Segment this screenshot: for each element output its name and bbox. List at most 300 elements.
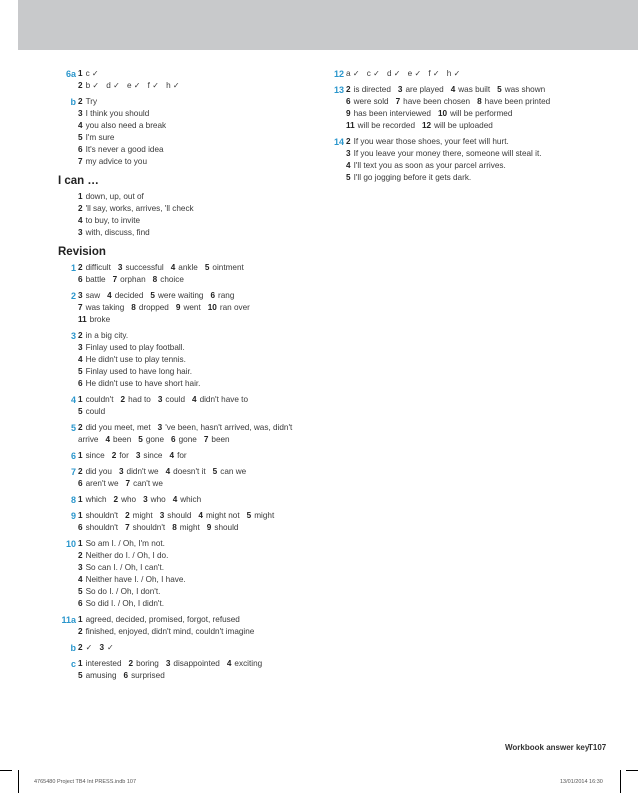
print-slug-date: 13/01/2014 16:30 [560, 779, 603, 785]
item-number: 3 [135, 451, 141, 460]
answer-text: my advice to you [85, 157, 147, 166]
answer-text: b ✓ [85, 81, 100, 90]
exercise-number: 11a [61, 615, 76, 625]
item-number: 7 [78, 303, 83, 312]
answer-text: He didn't use to have short hair. [85, 379, 201, 388]
answer-row [78, 354, 323, 366]
item-number: 4 [165, 467, 171, 476]
answer-text: didn't we [126, 467, 159, 476]
answer-text: c ✓ [366, 69, 380, 78]
answer-text: gone [178, 435, 197, 444]
answer-row [78, 522, 323, 534]
answer-row [346, 68, 626, 80]
answer-text: down, up, out of [85, 192, 144, 201]
answer-text: I'll go jogging before it gets dark. [353, 173, 472, 182]
answer-section [58, 494, 323, 506]
answer-row [78, 156, 323, 168]
item-number: 4 [172, 495, 178, 504]
answer-text: agreed, decided, promised, forgot, refused [85, 615, 240, 624]
answer-row [78, 538, 323, 550]
answer-section [58, 191, 323, 239]
answer-text: to buy, to invite [85, 216, 141, 225]
exercise-number: 9 [70, 511, 76, 521]
answer-text: It's never a good idea [85, 145, 164, 154]
answer-text: are played [405, 85, 444, 94]
answer-row [78, 378, 323, 390]
answer-text: f ✓ [147, 81, 160, 90]
answer-row [78, 478, 323, 490]
item-number: 7 [125, 523, 130, 532]
exercise-number: b [70, 643, 76, 653]
answer-section [58, 466, 323, 490]
footer-label: Workbook answer key [505, 743, 590, 752]
answer-text: will be uploaded [434, 121, 493, 130]
item-number: 2 [78, 551, 83, 560]
item-number: 7 [203, 435, 209, 444]
answer-text: is directed [353, 85, 391, 94]
item-number: 4 [198, 511, 203, 520]
item-number: 3 [117, 263, 123, 272]
answer-text: difficult [85, 263, 111, 272]
answer-text: successful [125, 263, 164, 272]
answer-text: f ✓ [428, 69, 440, 78]
answer-text: you also need a break [85, 121, 167, 130]
exercise-number: b [70, 97, 76, 107]
answer-text: had to [128, 395, 151, 404]
answer-text: since [85, 451, 105, 460]
answer-text: rang [218, 291, 235, 300]
answer-row [78, 290, 323, 302]
item-number: 6 [78, 275, 83, 284]
answer-row [346, 108, 626, 120]
item-number: 7 [125, 479, 131, 488]
item-number: 4 [105, 435, 111, 444]
item-number: 2 [125, 511, 130, 520]
answer-row [346, 136, 626, 148]
item-number: 5 [150, 291, 155, 300]
exercise-number: 8 [70, 495, 76, 505]
item-number: 8 [131, 303, 136, 312]
print-slug-file: 4765480 Project TB4 Int PRESS.indb 107 [34, 779, 137, 785]
answer-row [78, 406, 323, 418]
answer-text: shouldn't [85, 511, 119, 520]
item-number: 6 [78, 145, 83, 154]
answer-row [78, 108, 323, 120]
answer-row [346, 148, 626, 160]
item-number: 4 [107, 291, 112, 300]
answer-text: who [121, 495, 137, 504]
answer-row [78, 658, 323, 670]
exercise-number: 1 [70, 263, 76, 273]
item-number: 6 [171, 435, 176, 444]
item-number: 5 [246, 511, 252, 520]
item-number: 6 [78, 379, 83, 388]
answer-row [346, 96, 626, 108]
answer-text: a ✓ [346, 69, 360, 78]
item-number: 3 [78, 109, 83, 118]
answer-text: ✓ [107, 643, 114, 652]
item-number: 5 [346, 173, 351, 182]
item-number: 2 [78, 263, 83, 272]
answer-row [78, 191, 323, 203]
answer-text: was built [458, 85, 491, 94]
item-number: 1 [78, 192, 83, 201]
answer-text: doesn't it [173, 467, 206, 476]
exercise-number: 10 [65, 539, 76, 549]
item-number: 1 [78, 539, 83, 548]
item-number: 11 [346, 121, 355, 130]
item-number: 2 [78, 467, 83, 476]
answer-text: in a big city. [85, 331, 129, 340]
answer-text: were waiting [157, 291, 204, 300]
crop-mark [620, 770, 621, 793]
answer-text: couldn't [85, 395, 114, 404]
item-number: 5 [497, 85, 502, 94]
crop-mark [18, 770, 19, 793]
answer-text: shouldn't [132, 523, 166, 532]
item-number: 6 [78, 523, 83, 532]
answer-text: were sold [353, 97, 389, 106]
answer-text: So am I. / Oh, I'm not. [85, 539, 165, 548]
answer-row [78, 302, 323, 314]
answer-text: can we [220, 467, 247, 476]
item-number: 5 [78, 587, 83, 596]
answer-text: c ✓ [85, 69, 99, 78]
item-number: 3 [78, 563, 83, 572]
item-number: 5 [78, 367, 83, 376]
item-number: 1 [78, 615, 83, 624]
answer-row [78, 562, 323, 574]
answer-row [78, 120, 323, 132]
answer-text: was taking [85, 303, 125, 312]
answer-text: will be recorded [357, 121, 415, 130]
answer-text: ankle [178, 263, 198, 272]
answer-text: e ✓ [407, 69, 422, 78]
answer-text: amusing [85, 671, 117, 680]
answer-row [78, 342, 323, 354]
answer-text: shouldn't [85, 523, 119, 532]
item-number: 9 [346, 109, 351, 118]
crop-mark [0, 770, 12, 771]
answer-row [346, 172, 626, 184]
answer-section [58, 658, 323, 682]
answer-text: might not [205, 511, 240, 520]
answer-row [78, 132, 323, 144]
answer-text: battle [85, 275, 106, 284]
answer-row [78, 574, 323, 586]
section-heading: I can … [58, 175, 99, 187]
item-number: 4 [169, 451, 175, 460]
answer-section [58, 450, 323, 462]
section-heading: Revision [58, 246, 106, 258]
answer-text: Neither do I. / Oh, I do. [85, 551, 169, 560]
item-number: 9 [175, 303, 181, 312]
answer-text: d ✓ [106, 81, 120, 90]
answer-row [346, 84, 626, 96]
item-number: 3 [157, 395, 163, 404]
item-number: 4 [78, 216, 83, 225]
answer-row [78, 450, 323, 462]
item-number: 2 [78, 97, 83, 106]
exercise-number: 12 [333, 69, 344, 79]
answer-text: 've been, hasn't arrived, was, didn't [165, 423, 293, 432]
answer-text: for [177, 451, 187, 460]
item-number: 4 [78, 121, 83, 130]
item-number: 1 [78, 395, 83, 404]
answer-row [78, 626, 323, 638]
answer-text: might [132, 511, 153, 520]
item-number: 1 [78, 451, 83, 460]
answer-text: If you leave your money there, someone will steal it. [353, 149, 542, 158]
answer-row [78, 466, 323, 478]
item-number: 4 [170, 263, 176, 272]
item-number: 2 [78, 204, 83, 213]
answer-text: So do I. / Oh, I don't. [85, 587, 161, 596]
exercise-number: 13 [333, 85, 344, 95]
right-column [326, 68, 626, 188]
answer-row [78, 642, 323, 654]
answer-row [78, 494, 323, 506]
item-number: 3 [165, 659, 171, 668]
answer-text: Finlay used to have long hair. [85, 367, 193, 376]
answer-row [78, 614, 323, 626]
item-number: 2 [78, 643, 83, 652]
answer-text: decided [114, 291, 144, 300]
answer-text: been [113, 435, 132, 444]
answer-text: have been printed [484, 97, 551, 106]
exercise-number: 4 [70, 395, 76, 405]
item-number: 2 [346, 85, 351, 94]
exercise-number: 5 [70, 423, 76, 433]
item-number: 4 [192, 395, 197, 404]
answer-text: which [180, 495, 202, 504]
answer-text: should [167, 511, 192, 520]
exercise-number: 7 [70, 467, 76, 477]
answer-text: interested [85, 659, 122, 668]
item-number: 5 [78, 671, 83, 680]
answer-text: ointment [212, 263, 244, 272]
answer-row [78, 227, 323, 239]
answer-text: was shown [504, 85, 546, 94]
exercise-number: 6 [70, 451, 76, 461]
item-number: 8 [172, 523, 177, 532]
exercise-number: 3 [70, 331, 76, 341]
item-number: 6 [210, 291, 216, 300]
answer-text: might [179, 523, 200, 532]
answer-text: can't we [133, 479, 163, 488]
item-number: 2 [78, 423, 83, 432]
answer-text: for [119, 451, 129, 460]
item-number: 10 [207, 303, 217, 312]
answer-text: surprised [131, 671, 165, 680]
answer-text: dropped [138, 303, 169, 312]
exercise-number: 6a [65, 69, 76, 79]
answer-row [78, 96, 323, 108]
answer-section [58, 422, 323, 446]
answer-row [78, 314, 323, 326]
page-number: T107 [588, 743, 607, 752]
item-number: 11 [78, 315, 87, 324]
answer-text: Try [85, 97, 98, 106]
answer-row [78, 330, 323, 342]
item-number: 4 [78, 355, 83, 364]
answer-row [78, 434, 323, 446]
item-number: 4 [78, 575, 83, 584]
item-number: 1 [78, 511, 83, 520]
answer-row [78, 68, 323, 80]
answer-text: aren't we [85, 479, 119, 488]
item-number: 5 [204, 263, 210, 272]
item-number: 3 [157, 423, 163, 432]
answer-text: ✓ [85, 643, 93, 652]
answer-text: h ✓ [166, 81, 180, 90]
exercise-number: 14 [333, 137, 344, 147]
answer-text: have been chosen [403, 97, 471, 106]
answer-row [78, 144, 323, 156]
answer-text: 'll say, works, arrives, 'll check [85, 204, 194, 213]
answer-text: disappointed [173, 659, 220, 668]
answer-text: who [150, 495, 166, 504]
item-number: 12 [422, 121, 432, 130]
answer-text: did you meet, met [85, 423, 151, 432]
item-number: 2 [113, 495, 119, 504]
answer-row [78, 422, 323, 434]
answer-text: did you [85, 467, 112, 476]
item-number: 5 [78, 133, 83, 142]
answer-text: choice [160, 275, 184, 284]
item-number: 3 [118, 467, 124, 476]
answer-row [78, 598, 323, 610]
item-number: 7 [395, 97, 401, 106]
item-number: 7 [112, 275, 118, 284]
answer-text: ran over [219, 303, 250, 312]
answer-text: Neither have I. / Oh, I have. [85, 575, 186, 584]
item-number: 5 [78, 407, 83, 416]
answer-row [78, 203, 323, 215]
answer-text: orphan [120, 275, 146, 284]
exercise-number: 2 [70, 291, 76, 301]
answer-text: I'm sure [85, 133, 115, 142]
answer-row [78, 274, 323, 286]
answer-section [326, 84, 626, 132]
answer-text: arrive [78, 435, 99, 444]
answer-text: e ✓ [126, 81, 141, 90]
exercise-number: c [70, 659, 76, 669]
item-number: 8 [477, 97, 482, 106]
item-number: 1 [78, 495, 83, 504]
item-number: 2 [78, 81, 83, 90]
item-number: 6 [78, 479, 83, 488]
answer-text: So can I. / Oh, I can't. [85, 563, 165, 572]
item-number: 3 [346, 149, 351, 158]
answer-section [58, 614, 323, 638]
answer-row [78, 510, 323, 522]
item-number: 3 [143, 495, 148, 504]
answer-text: d ✓ [386, 69, 401, 78]
answer-row [78, 262, 323, 274]
item-number: 1 [78, 69, 83, 78]
item-number: 9 [206, 523, 212, 532]
item-number: 2 [78, 627, 83, 636]
answer-text: boring [136, 659, 159, 668]
crop-mark [626, 770, 638, 771]
answer-text: If you wear those shoes, your feet will hurt. [353, 137, 509, 146]
item-number: 3 [78, 343, 83, 352]
answer-section [326, 68, 626, 80]
answer-text: didn't have to [199, 395, 249, 404]
answer-section [58, 96, 323, 168]
item-number: 6 [123, 671, 129, 680]
answer-text: finished, enjoyed, didn't mind, couldn't imagine [85, 627, 255, 636]
answer-section [58, 262, 323, 286]
answer-text: might [254, 511, 275, 520]
answer-text: I'll text you as soon as your parcel arrives. [353, 161, 506, 170]
answer-text: should [214, 523, 239, 532]
item-number: 3 [78, 291, 83, 300]
answer-row [78, 586, 323, 598]
item-number: 2 [78, 331, 83, 340]
item-number: 5 [138, 435, 143, 444]
answer-text: could [85, 407, 106, 416]
item-number: 1 [78, 659, 83, 668]
answer-text: went [183, 303, 201, 312]
item-number: 3 [159, 511, 165, 520]
answer-text: h ✓ [446, 69, 461, 78]
answer-text: broke [89, 315, 111, 324]
answer-section [58, 68, 323, 92]
answer-row [78, 550, 323, 562]
answer-text: since [143, 451, 163, 460]
answer-text: will be performed [450, 109, 513, 118]
answer-text: has been interviewed [353, 109, 431, 118]
answer-text: So did I. / Oh, I didn't. [85, 599, 165, 608]
item-number: 4 [346, 161, 351, 170]
answer-section [58, 330, 323, 390]
answer-row [346, 160, 626, 172]
answer-section [58, 510, 323, 534]
answer-section [58, 538, 323, 610]
item-number: 4 [226, 659, 232, 668]
header-bar [18, 0, 638, 50]
answer-row [78, 80, 323, 92]
item-number: 2 [120, 395, 126, 404]
answer-text: saw [85, 291, 101, 300]
answer-text: which [85, 495, 107, 504]
item-number: 2 [128, 659, 134, 668]
answer-text: gone [145, 435, 165, 444]
item-number: 3 [78, 228, 83, 237]
answer-row [78, 670, 323, 682]
left-column [58, 68, 323, 686]
item-number: 7 [78, 157, 83, 166]
answer-row [78, 394, 323, 406]
answer-text: with, discuss, find [85, 228, 150, 237]
answer-section [326, 136, 626, 184]
item-number: 6 [346, 97, 351, 106]
item-number: 3 [397, 85, 403, 94]
answer-text: Finlay used to play football. [85, 343, 185, 352]
answer-text: He didn't use to play tennis. [85, 355, 186, 364]
item-number: 3 [99, 643, 104, 652]
answer-row [346, 120, 626, 132]
answer-row [78, 215, 323, 227]
item-number: 2 [346, 137, 351, 146]
answer-text: I think you should [85, 109, 150, 118]
answer-row [78, 366, 323, 378]
item-number: 8 [152, 275, 158, 284]
item-number: 6 [78, 599, 83, 608]
answer-section [58, 290, 323, 326]
